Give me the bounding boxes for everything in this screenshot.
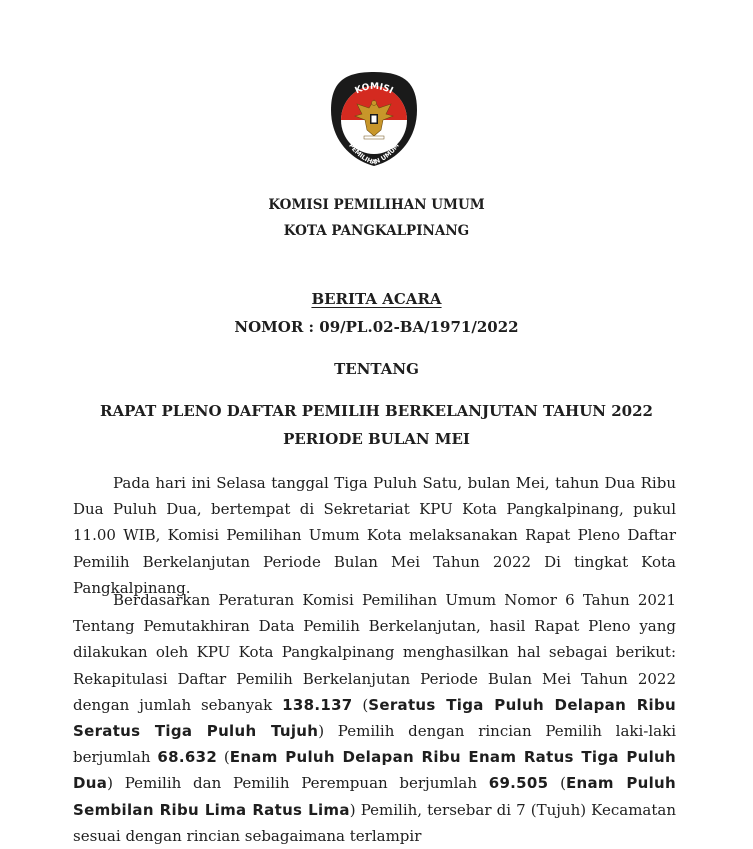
p2-text-f: ( [548,774,566,793]
female-voters-number: 69.505 [488,774,549,793]
paragraph-1-text: Pada hari ini Selasa tanggal Tiga Puluh Satu, bulan Mei, tahun Dua Ribu Dua Puluh Dua, bertempat di Sekretariat KPU Kota Pangkalpinang, pukul 11.00 WIB, Komisi Pemilihan Umum Kota melaksanakan Rapat Pleno Daftar Pemilih Berkelanjutan Periode Bulan Mei Tahun 2022 Di tingkat Kota Pangkalpinang. [73,474,676,597]
paragraph-2 [73,587,676,849]
p2-text-c: ) Pemilih dengan rincian Pemilih laki-laki berjumlah [73,722,676,767]
subject-line-2: PERIODE BULAN MEI [283,430,470,448]
document-title: BERITA ACARA [311,290,442,308]
male-voters-number: 68.632 [157,748,218,767]
p2-text-e: ) Pemilih dan Pemilih Perempuan berjumlah [107,774,489,793]
kpu-logo [329,70,419,168]
logo-top-text: KOMISI [353,81,395,97]
subject-line-1: RAPAT PLENO DAFTAR PEMILIH BERKELANJUTAN TAHUN 2022 [100,402,653,420]
organization-city: KOTA PANGKALPINANG [283,223,470,239]
p2-text-b: ( [352,695,369,714]
p2-text-a: Berdasarkan Peraturan Komisi Pemilihan Umum Nomor 6 Tahun 2021 Tentang Pemutakhiran Data Pemilih Berkelanjutan, hasil Rapat Pleno yang dilakukan oleh KPU Kota Pangkalpinang menghasilkan hal sebagai berikut: Rekapitulasi Daftar Pemilih Berkelanjutan Periode Bulan Mei Tahun 2022 dengan jumlah sebanyak [73,591,676,714]
paragraph-1 [73,470,676,601]
document-number: NOMOR : 09/PL.02-BA/1971/2022 [234,318,519,336]
logo-bottom-text: PEMILIHAN UMUM [347,142,401,167]
female-voters-words: Enam Puluh Sembilan Ribu Lima Ratus Lima [73,774,676,819]
male-voters-words: Enam Puluh Delapan Ribu Enam Ratus Tiga Puluh Dua [73,748,677,793]
p2-text-g: ) Pemilih, tersebar di 7 (Tujuh) Kecamatan sesuai dengan rincian sebagaimana terlampir [73,800,676,845]
about-label: TENTANG [334,360,419,378]
total-voters-number: 138.137 [282,695,353,714]
p2-text-d: ( [217,748,230,767]
total-voters-words: Seratus Tiga Puluh Delapan Ribu Seratus Tiga Puluh Tujuh [73,695,677,741]
organization-name: KOMISI PEMILIHAN UMUM [268,197,485,213]
